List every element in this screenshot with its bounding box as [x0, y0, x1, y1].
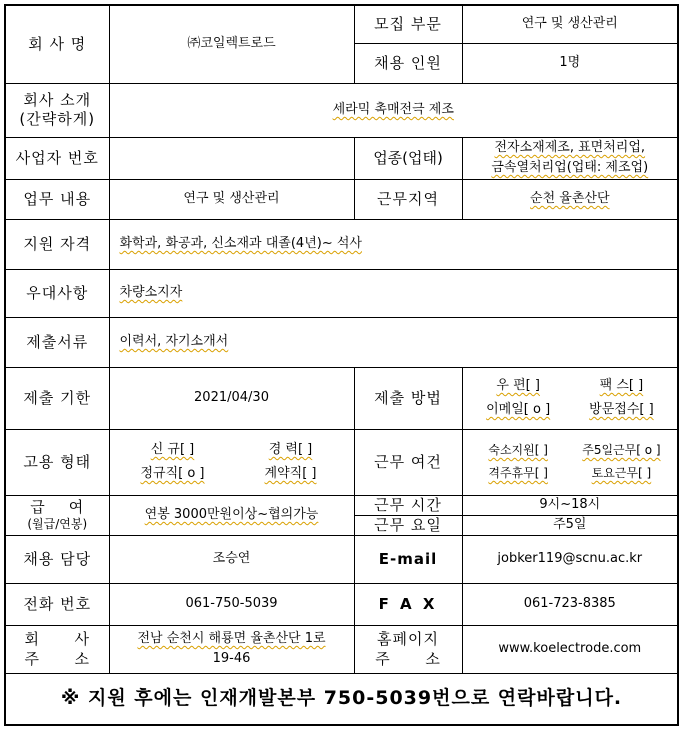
headcount-value: 1명 [462, 43, 678, 83]
fax-label: F A X [354, 583, 462, 625]
hours-label: 근무 시간 [354, 495, 462, 515]
homepage-value: www.koelectrode.com [462, 625, 678, 673]
method-visit-option: 방문접수[ ] [589, 402, 654, 417]
cond-dorm-option: 숙소지원[ ] [488, 443, 548, 457]
recruit-value: 연구 및 생산관리 [462, 5, 678, 43]
method-options [462, 367, 678, 429]
cond-alt-option: 격주휴무[ ] [488, 466, 548, 480]
address-value-line2: 19-46 [212, 651, 251, 666]
location-value [462, 179, 678, 219]
row-intro [5, 83, 678, 137]
address-label-line2: 주 소 [24, 650, 91, 668]
row-preference [5, 269, 678, 317]
industry-value-line2: 금속열처리업(업태: 제조업) [491, 160, 649, 175]
company-name-value: ㈜코일렉트로드 [109, 5, 354, 83]
type-contract-option: 계약직[ ] [264, 466, 317, 481]
conditions-options [462, 429, 678, 495]
homepage-label [354, 625, 462, 673]
bizno-value [109, 137, 354, 179]
employment-type-label: 고용 형태 [5, 429, 109, 495]
days-value: 주5일 [462, 515, 678, 535]
headcount-label: 채용 인원 [354, 43, 462, 83]
email-label: E-mail [354, 535, 462, 583]
industry-value-line1: 전자소재제조, 표면처리업, [494, 140, 646, 155]
duty-label: 업무 내용 [5, 179, 109, 219]
deadline-label: 제출 기한 [5, 367, 109, 429]
preference-text: 차량소지자 [119, 284, 183, 300]
job-posting-table [4, 4, 679, 726]
documents-value [109, 317, 678, 367]
method-email-option: 이메일[ o ] [486, 402, 551, 417]
row-submission [5, 367, 678, 429]
row-employment [5, 429, 678, 495]
salary-value [109, 495, 354, 535]
phone-value: 061-750-5039 [109, 583, 354, 625]
address-label-line1: 회 사 [24, 630, 91, 648]
intro-value [109, 83, 678, 137]
homepage-label-line1: 홈페이지 [377, 630, 439, 648]
method-post-option: 우 편[ ] [496, 377, 540, 393]
row-recruit [5, 5, 678, 43]
row-phone [5, 583, 678, 625]
preference-label: 우대사항 [5, 269, 109, 317]
row-address [5, 625, 678, 673]
documents-label: 제출서류 [5, 317, 109, 367]
type-new-option: 신 규[ ] [150, 441, 195, 457]
duty-value: 연구 및 생산관리 [109, 179, 354, 219]
row-qualification [5, 219, 678, 269]
row-salary-hours [5, 495, 678, 515]
method-fax-option: 팩 스[ ] [599, 377, 644, 393]
address-value-line1: 전남 순천시 해룡면 율촌산단 1로 [137, 631, 326, 646]
deadline-value: 2021/04/30 [109, 367, 354, 429]
type-career-option: 경 력[ ] [268, 441, 313, 457]
location-text: 순천 율촌산단 [530, 190, 610, 206]
intro-text: 세라믹 촉매전극 제조 [332, 101, 454, 117]
bizno-label: 사업자 번호 [5, 137, 109, 179]
preference-value [109, 269, 678, 317]
row-duty [5, 179, 678, 219]
address-value [109, 625, 354, 673]
phone-label: 전화 번호 [5, 583, 109, 625]
documents-text: 이력서, 자기소개서 [119, 333, 229, 349]
employment-type-options [109, 429, 354, 495]
salary-text: 연봉 3000만원이상~협의가능 [144, 506, 319, 522]
qualification-text: 화학과, 화공과, 신소재과 대졸(4년)~ 석사 [119, 235, 362, 251]
row-documents [5, 317, 678, 367]
qualification-value [109, 219, 678, 269]
salary-label [5, 495, 109, 535]
manager-value: 조승연 [109, 535, 354, 583]
manager-label: 채용 담당 [5, 535, 109, 583]
row-manager [5, 535, 678, 583]
recruit-label: 모집 부문 [354, 5, 462, 43]
conditions-label: 근무 여건 [354, 429, 462, 495]
industry-value [462, 137, 678, 179]
row-business [5, 137, 678, 179]
homepage-label-line2: 주 소 [375, 650, 441, 668]
cond-5day-option: 주5일근무[ o ] [582, 443, 661, 457]
industry-label: 업종(업태) [354, 137, 462, 179]
location-label: 근무지역 [354, 179, 462, 219]
row-notice [5, 673, 678, 725]
hours-value: 9시~18시 [462, 495, 678, 515]
email-value: jobker119@scnu.ac.kr [462, 535, 678, 583]
cond-sat-option: 토요근무[ ] [591, 466, 652, 480]
salary-label-text: 급 여 [30, 497, 85, 516]
address-label [5, 625, 109, 673]
salary-label-sub: (월급/연봉) [27, 516, 88, 531]
company-name-label: 회 사 명 [5, 5, 109, 83]
qualification-label: 지원 자격 [5, 219, 109, 269]
notice-text: ※ 지원 후에는 인재개발본부 750-5039번으로 연락바랍니다. [5, 673, 678, 725]
days-label: 근무 요일 [354, 515, 462, 535]
type-regular-option: 정규직[ o ] [140, 466, 205, 481]
method-label: 제출 방법 [354, 367, 462, 429]
intro-label: 회사 소개 (간략하게) [5, 83, 109, 137]
fax-value: 061-723-8385 [462, 583, 678, 625]
